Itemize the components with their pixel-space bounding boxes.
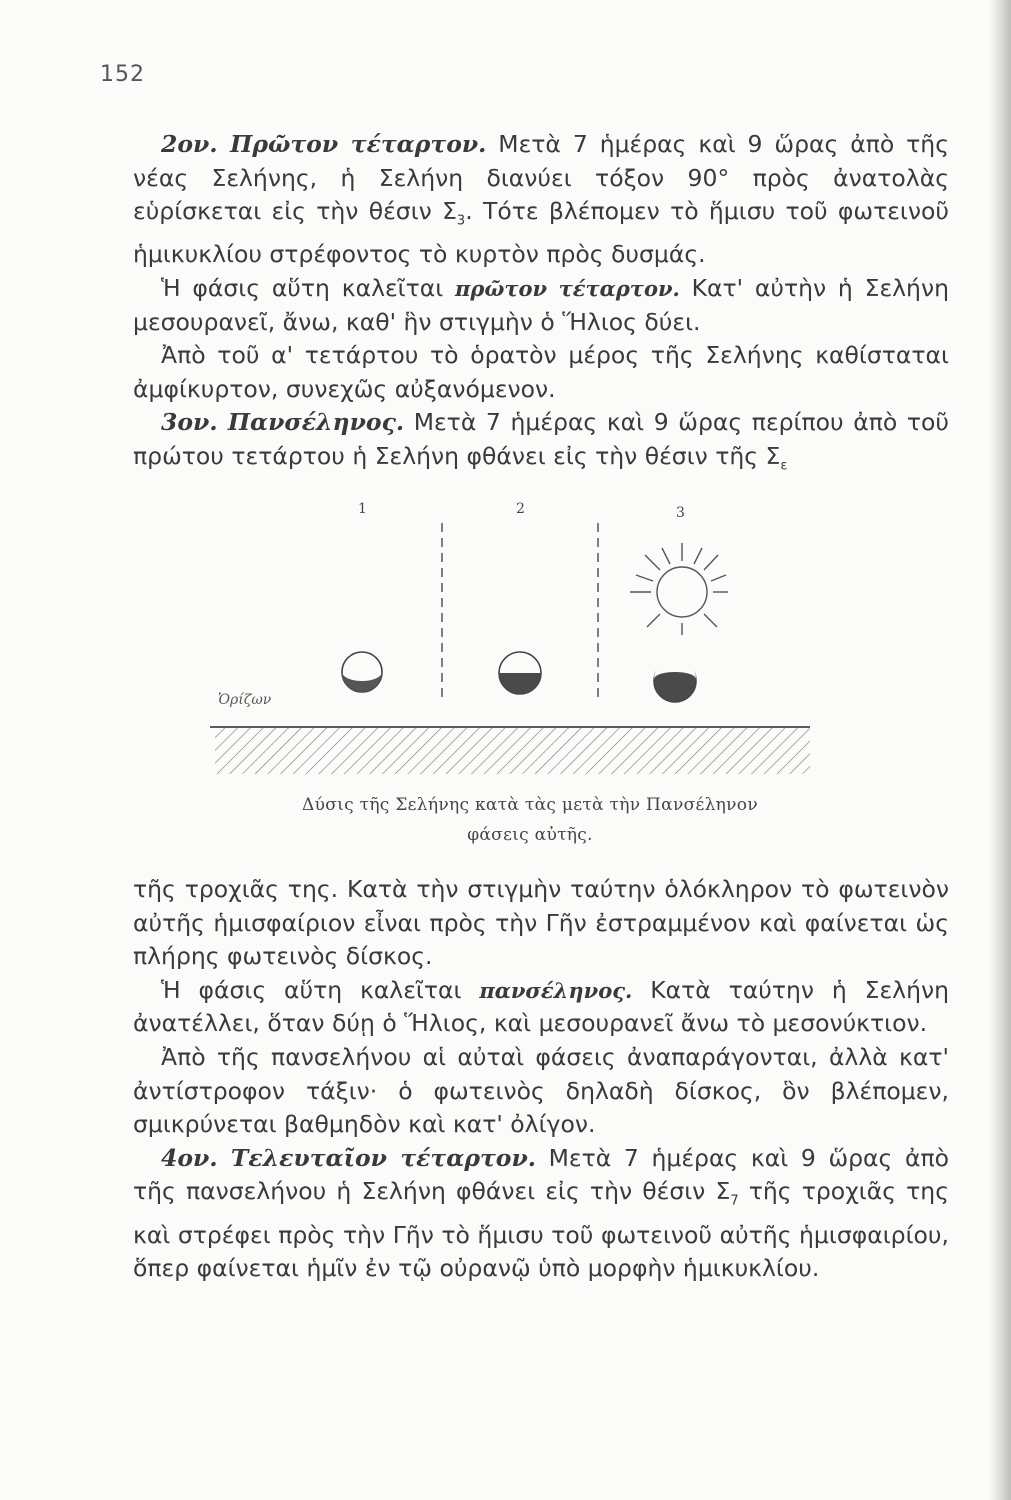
emphasis-first-quarter: πρῶτον τέταρτον. (455, 276, 680, 302)
figure-label-2: 2 (516, 501, 525, 517)
ground-hatching (215, 728, 810, 774)
text-run: Μετὰ 7 ἡμέρας καὶ 9 ὥρας ἀπὸ τῆς νέας Σελήνης, ἡ Σελήνη διανύει τόξον 90° πρὸς ἀνατολὰς εὑρίσκεται εἰς τὴν θέσιν Σ (133, 130, 949, 226)
sun-icon (630, 543, 728, 635)
paragraph-full-moon (133, 406, 949, 483)
figure-label-1: 1 (358, 501, 367, 517)
top-text-block (133, 128, 949, 483)
paragraph-full-moon-name (133, 974, 949, 1041)
section-heading-first-quarter: 2ον. Πρῶτον τέταρτον. (161, 130, 487, 158)
subscript: 3 (456, 213, 466, 229)
text-run: Ἡ φάσις αὕτη καλεῖται (161, 975, 480, 1004)
text-run: Μετὰ 7 ἡμέρας καὶ 9 ὥρας ἀπὸ τῆς πανσελήνου ἡ Σελήνη φθάνει εἰς τὴν θέσιν Σ (133, 1143, 949, 1206)
figure-label-3: 3 (676, 505, 685, 521)
caption-line: Δύσις τῆς Σελήνης κατὰ τὰς μετὰ τὴν Πανσέληνον (302, 795, 758, 815)
text-run: Ἡ φάσις αὕτη καλεῖται (161, 274, 455, 303)
paragraph-full-disk: τῆς τροχιᾶς της. Κατὰ τὴν στιγμὴν ταύτην ὁλόκληρον τὸ φωτεινὸν αὐτῆς ἡμισφαίριον εἶναι πρὸς τὴν Γῆν ἐστραμμένον καὶ φαίνεται ὡς πλήρης φωτεινὸς δίσκος. (133, 875, 949, 971)
moon-phase-2 (499, 652, 541, 694)
text-run: τῆς τροχιᾶς της καὶ στρέφει πρὸς τὴν Γῆν τὸ ἥμισυ τοῦ φωτεινοῦ αὐτῆς ἡμισφαιρίου, ὅπερ φαίνεται ἡμῖν ἐν τῷ οὐρανῷ ὑπὸ μορφὴν ἡμικυκλίου. (133, 1177, 949, 1283)
horizon-label: Ὁρίζων (218, 692, 272, 708)
paragraph-first-quarter (133, 128, 949, 272)
text-run: Κατὰ ταύτην ἡ Σελήνη ἀνατέλλει, ὅταν δύῃ ὁ Ἥλιος, καὶ μεσουρανεῖ ἄνω τὸ μεσονύκτιον. (133, 975, 949, 1038)
moonset-figure (190, 495, 830, 855)
bottom-text-block (133, 873, 949, 1286)
page-edge (989, 0, 1011, 1500)
paragraph-phase-name (133, 272, 949, 339)
section-heading-last-quarter: 4ον. Τελευταῖον τέταρτον. (161, 1143, 536, 1172)
section-heading-full-moon: 3ον. Πανσέληνος. (161, 408, 405, 437)
subscript: 7 (730, 1194, 739, 1210)
moon-phase-3 (654, 658, 696, 702)
text-run: Μετὰ 7 ἡμέρας καὶ 9 ὥρας περίπου ἀπὸ τοῦ πρώτου τετάρτου ἡ Σελήνη φθάνει εἰς τὴν θέσιν τῆς Σ (133, 408, 949, 471)
text-run: Κατ' αὐτὴν ἡ Σελήνη μεσουρανεῖ, ἄνω, καθ' ἣν στιγμὴν ὁ Ἥλιος δύει. (133, 274, 949, 336)
page-number: 152 (100, 62, 145, 87)
paragraph-gibbous: Ἀπὸ τοῦ α' τετάρτου τὸ ὁρατὸν μέρος τῆς Σελήνης καθίσταται ἀμφίκυρτον, συνεχῶς αὐξανόμενον. (133, 341, 949, 403)
emphasis-full-moon: πανσέληνος. (479, 977, 633, 1003)
paragraph-waning: Ἀπὸ τῆς πανσελήνου αἱ αὐταὶ φάσεις ἀναπαράγονται, ἀλλὰ κατ' ἀντίστροφον τάξιν· ὁ φωτεινὸς δηλαδὴ δίσκος, ὃν βλέπομεν, σμικρύνεται βαθμηδὸν καὶ κατ' ὀλίγον. (133, 1042, 949, 1139)
subscript: ε (780, 458, 788, 474)
moon-phase-1 (342, 652, 382, 692)
figure-caption (190, 790, 870, 850)
moonset-diagram (190, 495, 830, 785)
caption-line: φάσεις αὐτῆς. (467, 825, 593, 845)
text-run: . Τότε βλέπομεν τὸ ἥμισυ τοῦ φωτεινοῦ ἡμικυκλίου στρέφοντος τὸ κυρτὸν πρὸς δυσμάς. (133, 197, 949, 269)
paragraph-last-quarter (133, 1142, 949, 1286)
